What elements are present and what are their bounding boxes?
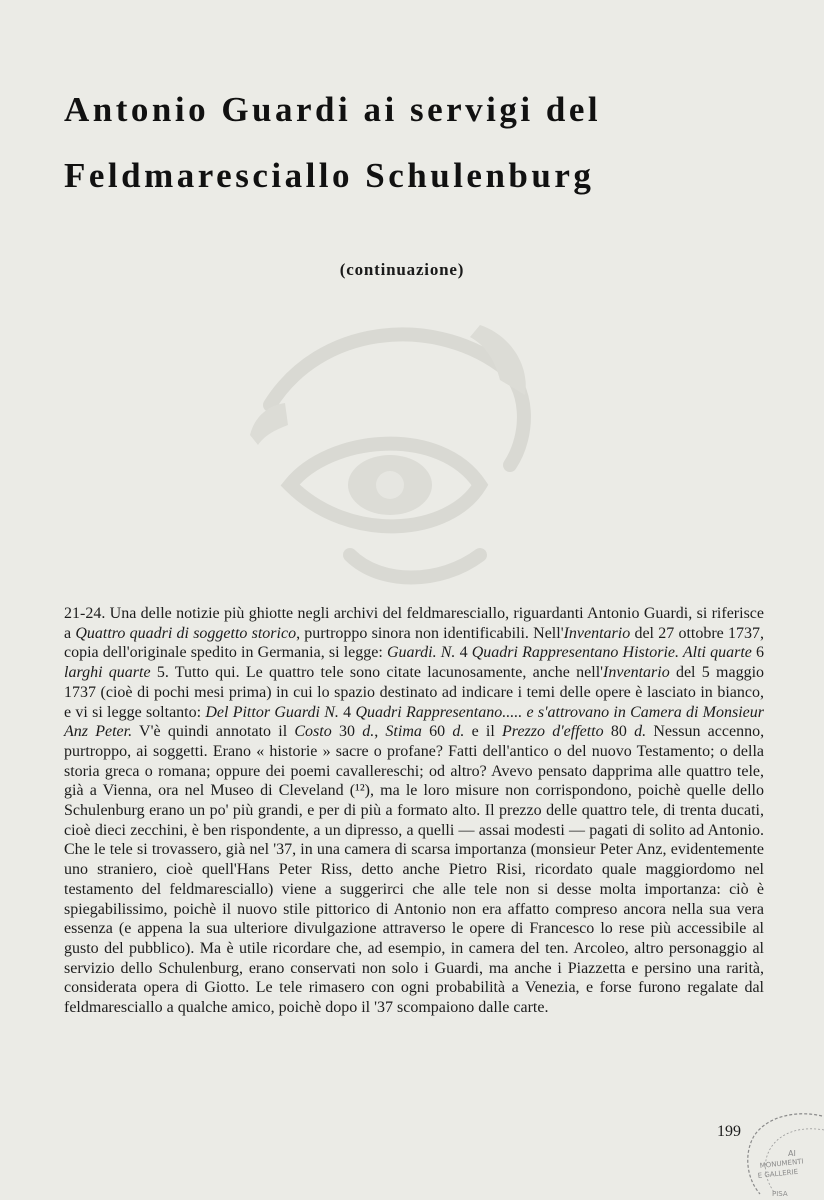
body-italic-run: Stima <box>385 723 422 741</box>
body-italic-run: Quadri Rappresentano Historie. Alti quarte <box>471 644 752 662</box>
body-text-run: 6 <box>751 644 765 662</box>
stamp-text-3: E GALLERIE <box>757 1167 799 1180</box>
body-text-run: 4 <box>338 703 356 721</box>
body-italic-run: Quadri Rappresentano..... e s'attrovano in Camera di Monsieur Anz Peter. <box>64 703 765 741</box>
body-text-run: 60 <box>421 723 453 741</box>
stamp-text-2: MONUMENTI <box>759 1157 804 1170</box>
body-italic-run: Prezzo d'effetto <box>502 723 604 741</box>
body-italic-run: Guardi. N. <box>386 644 456 662</box>
body-text-run: Nessun accenno, purtroppo, ai soggetti. Erano « historie » sacre o profane? Fatti dell'antico o del nuovo Testamento; o della storia greca o romana; oppure dei poemi cavallereschi; od altro? Avevo pensato dapprima alle quattro tele, già a Vienna, ora nel Museo di Cleveland (¹²), ma le loro misure non corrispondono, poichè quelle dello Schulenburg erano un po' più grandi, e per di più a formato alto. Il prezzo delle quattro tele, di trenta ducati, cioè dieci zecchini, è ben rispondente, a un dipresso, a quelli — assai modesti — pagati di solito ad Antonio. Che le tele si trovassero, già nel '37, in una camera di scarsa importanza (monsieur Peter Anz, evidentemente uno straniero, cioè quell'Hans Peter Riss, detto anche Pietro Risi, ricordato quale maggiordomo nel testamento del feldmaresciallo) viene a suggerirci che alle tele non si desse molta importanza: ciò è spiegabilissimo, poichè il nuovo stile pittorico di Antonio non era affatto compreso ancora nella sua vera essenza (e appena la sua ulteriore divulgazione attraverso le opere di Francesco lo rese più accessibile al gusto del pubblico). Ma è utile ricordare che, ad esempio, in camera del ten. Arcoleo, altro personaggio al servizio dello Schulenburg, erano conservati non solo i Guardi, ma anche i Piazzetta e persino una rarità, considerata opera di Giotto. Le tele rimasero con ogni probabilità a Venezia, e forse furono regalate dal feldmaresciallo a qualche amico, poichè dopo il '37 scompaiono dalle carte. <box>64 723 765 1017</box>
body-text-run: 30 <box>331 723 363 741</box>
body-italic-run: Inventario <box>603 664 670 682</box>
body-text-run: 80 <box>603 723 635 741</box>
article-subtitle: (continuazione) <box>339 260 465 279</box>
library-stamp-icon <box>742 1108 824 1200</box>
stamp-text-1: AI <box>788 1149 796 1158</box>
page-number: 199 <box>717 1123 741 1140</box>
body-text-run: 4 <box>455 644 472 662</box>
stamp-text-4: PISA <box>772 1190 788 1198</box>
watermark-emblem-icon <box>230 285 550 605</box>
body-text-run: del 5 maggio 1737 (cioè di pochi mesi prima) in cui lo spazio destinato ad indicare i temi delle opere è lasciato in bianco, e vi si legge soltanto: <box>64 664 765 721</box>
body-italic-run: d. <box>362 723 375 741</box>
body-italic-run: Inventario <box>563 624 631 642</box>
body-italic-run: Quattro quadri di soggetto storico <box>75 624 297 642</box>
body-italic-run: d. <box>634 723 647 741</box>
body-text-run: e il <box>464 723 503 741</box>
body-italic-run: d. <box>452 723 465 741</box>
article-title-line-1: Antonio Guardi ai servigi del <box>64 90 602 129</box>
body-text-run: 21-24. Una delle notizie più ghiotte negli archivi del feldmaresciallo, riguardanti Antonio Guardi, si riferisce a <box>64 605 764 642</box>
body-italic-run: Del Pittor Guardi N. <box>205 703 339 721</box>
body-text-run: V'è quindi annotato il <box>132 723 295 741</box>
body-text-run: del 27 ottobre 1737, copia dell'originale spedito in Germania, si legge: <box>64 624 764 662</box>
body-italic-run: larghi quarte <box>64 664 151 682</box>
article-title-line-2: Feldmaresciallo Schulenburg <box>64 156 595 195</box>
body-text-run: 5. Tutto qui. Le quattro tele sono citate lacunosamente, anche nell' <box>150 664 604 682</box>
body-text-run: , purtroppo sinora non identificabili. Nell' <box>296 624 564 642</box>
body-paragraph <box>64 604 764 1018</box>
body-text-run: , <box>374 723 386 741</box>
body-italic-run: Costo <box>294 723 332 741</box>
